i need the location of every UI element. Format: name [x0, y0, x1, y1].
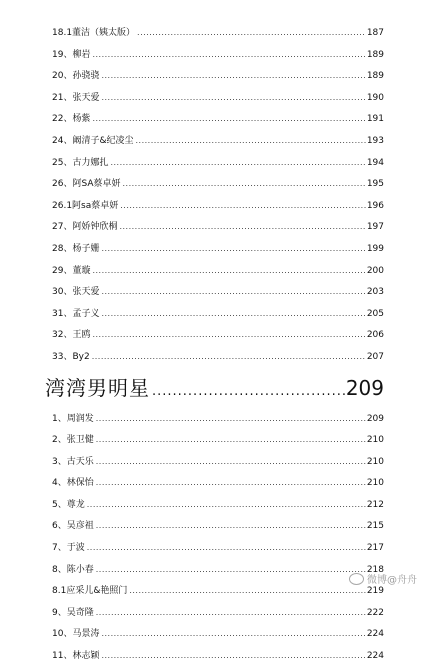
watermark — [349, 571, 417, 586]
toc-entry-page: 195 — [366, 179, 384, 190]
dot-leader — [101, 650, 365, 662]
dot-leader — [87, 542, 366, 554]
toc-entry-page: 196 — [366, 200, 384, 211]
toc-entry[interactable] — [52, 92, 384, 114]
dot-leader — [119, 221, 365, 233]
toc-entry-page: 224 — [366, 651, 384, 662]
toc-entry-label: 28、杨子姗 — [52, 243, 100, 254]
toc-entry-page: 215 — [366, 521, 384, 532]
section-heading-label: 湾湾男明星 — [45, 375, 150, 400]
toc-entry-label: 2、张卫健 — [52, 435, 94, 446]
toc-entry[interactable] — [52, 607, 384, 629]
toc-entry-page: 207 — [366, 351, 384, 362]
toc-entry-page: 193 — [366, 135, 384, 146]
weibo-icon — [349, 573, 364, 585]
section-heading-page: 209 — [345, 375, 384, 400]
toc-entry-page: 209 — [366, 413, 384, 424]
dot-leader — [101, 92, 365, 104]
toc-list-top — [52, 27, 384, 373]
toc-entry-label: 8、陈小春 — [52, 564, 94, 575]
toc-entry-label: 1、周润发 — [52, 413, 94, 424]
toc-entry[interactable] — [52, 456, 384, 478]
toc-entry[interactable] — [52, 434, 384, 456]
toc-entry[interactable] — [52, 413, 384, 435]
toc-entry-label: 21、张天爱 — [52, 92, 100, 103]
toc-entry-page: 190 — [366, 92, 384, 103]
toc-entry-label: 26.1阿sa蔡卓妍 — [52, 200, 119, 211]
toc-entry[interactable] — [52, 477, 384, 499]
dot-leader — [96, 564, 366, 576]
toc-entry-label: 29、董璇 — [52, 265, 91, 276]
toc-entry-page: 210 — [366, 435, 384, 446]
dot-leader — [92, 265, 365, 277]
toc-entry-label: 5、尊龙 — [52, 499, 85, 510]
toc-entry[interactable] — [52, 628, 384, 650]
toc-entry-page: 217 — [366, 543, 384, 554]
toc-entry[interactable] — [52, 157, 384, 179]
toc-entry-label: 24、阚清子&纪凌尘 — [52, 135, 134, 146]
toc-entry[interactable] — [52, 243, 384, 265]
toc-entry[interactable] — [52, 564, 384, 586]
toc-entry[interactable] — [52, 650, 384, 672]
toc-entry-label: 7、于波 — [52, 543, 85, 554]
dot-leader — [135, 135, 365, 147]
toc-entry-label: 25、古力娜扎 — [52, 157, 109, 168]
toc-entry-label: 3、古天乐 — [52, 456, 94, 467]
dot-leader — [87, 499, 366, 511]
toc-entry-page: 200 — [366, 265, 384, 276]
toc-entry-page: 189 — [366, 71, 384, 82]
toc-entry-label: 11、林志颖 — [52, 651, 100, 662]
toc-entry[interactable] — [52, 178, 384, 200]
toc-entry-label: 22、杨紫 — [52, 114, 91, 125]
toc-list-bottom — [52, 413, 384, 672]
toc-entry[interactable] — [52, 27, 384, 49]
toc-entry-page: 222 — [366, 607, 384, 618]
toc-entry[interactable] — [52, 221, 384, 243]
toc-entry-label: 31、孟子义 — [52, 308, 100, 319]
toc-entry[interactable] — [52, 329, 384, 351]
toc-entry-label: 9、吴奇隆 — [52, 607, 94, 618]
toc-entry-page: 212 — [366, 499, 384, 510]
dot-leader — [92, 351, 366, 363]
toc-entry[interactable] — [52, 308, 384, 330]
toc-entry-page: 191 — [366, 114, 384, 125]
toc-entry-label: 18.1董洁（姨太版） — [52, 28, 136, 38]
toc-entry[interactable] — [52, 520, 384, 542]
toc-entry-page: 194 — [366, 157, 384, 168]
toc-entry[interactable] — [52, 135, 384, 157]
toc-entry[interactable] — [52, 499, 384, 521]
toc-entry-page: 197 — [366, 222, 384, 233]
toc-entry[interactable] — [52, 542, 384, 564]
toc-entry-page: 224 — [366, 629, 384, 640]
toc-entry-page: 203 — [366, 287, 384, 298]
dot-leader — [110, 157, 365, 169]
dot-leader — [123, 178, 366, 190]
dot-leader — [129, 585, 365, 597]
toc-entry[interactable] — [52, 49, 384, 71]
toc-entry-label: 32、王鸥 — [52, 330, 91, 341]
toc-entry-label: 6、吴彦祖 — [52, 521, 94, 532]
toc-entry[interactable] — [52, 200, 384, 222]
dot-leader — [96, 477, 366, 489]
dot-leader — [101, 286, 365, 298]
dot-leader — [92, 329, 365, 341]
toc-entry-label: 19、柳岩 — [52, 49, 91, 60]
toc-entry-page: 187 — [366, 28, 384, 38]
toc-entry-label: 33、By2 — [52, 351, 90, 362]
toc-entry-page: 199 — [366, 243, 384, 254]
toc-entry-page: 189 — [366, 49, 384, 60]
dot-leader — [96, 413, 366, 425]
dot-leader — [96, 607, 366, 619]
toc-entry[interactable] — [52, 351, 384, 373]
dot-leader — [152, 377, 346, 407]
toc-entry[interactable] — [52, 286, 384, 308]
dot-leader — [96, 434, 366, 446]
toc-entry-label: 26、阿SA蔡卓妍 — [52, 179, 121, 190]
dot-leader — [96, 456, 366, 468]
dot-leader — [96, 520, 366, 532]
toc-entry-page: 210 — [366, 456, 384, 467]
toc-entry-label: 8.1应采儿&艳照门 — [52, 586, 128, 597]
section-heading — [45, 373, 384, 413]
toc-entry-label: 27、阿娇钟欣桐 — [52, 222, 118, 233]
toc-entry[interactable] — [52, 585, 384, 607]
toc-entry-label: 10、马景涛 — [52, 629, 100, 640]
dot-leader — [120, 200, 366, 212]
toc-entry[interactable] — [52, 70, 384, 92]
dot-leader — [92, 113, 365, 125]
dot-leader — [101, 628, 365, 640]
toc-entry[interactable] — [52, 113, 384, 135]
toc-entry-page: 219 — [366, 586, 384, 597]
toc-entry-label: 4、林保怡 — [52, 478, 94, 489]
toc-entry-page: 210 — [366, 478, 384, 489]
dot-leader — [101, 308, 365, 320]
table-of-contents — [45, 27, 384, 672]
dot-leader — [101, 243, 365, 255]
toc-entry-label: 20、孙骁骁 — [52, 71, 100, 82]
dot-leader — [137, 27, 366, 39]
watermark-text: 微博@舟舟 — [367, 575, 417, 586]
dot-leader — [101, 70, 365, 82]
toc-entry[interactable] — [52, 265, 384, 287]
toc-entry-page: 205 — [366, 308, 384, 319]
toc-entry-page: 206 — [366, 330, 384, 341]
toc-entry-label: 30、张天爱 — [52, 287, 100, 298]
toc-entry-page: 218 — [366, 564, 384, 575]
dot-leader — [92, 49, 365, 61]
